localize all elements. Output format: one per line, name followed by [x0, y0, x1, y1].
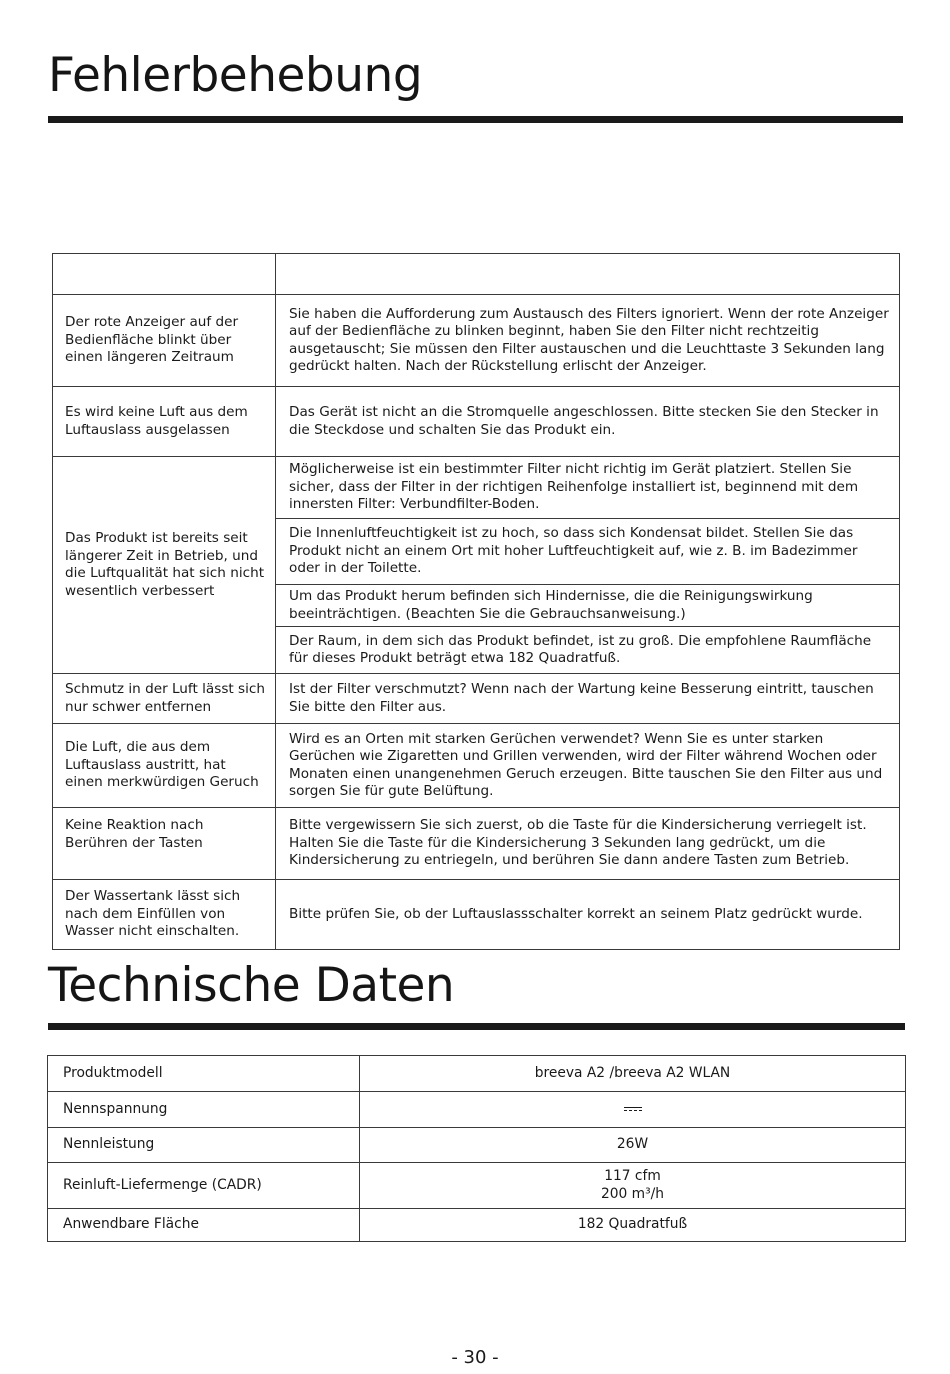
spec-label: Nennleistung [48, 1128, 360, 1163]
problem-cell: Der rote Anzeiger auf der Bedienfläche blinkt über einen längeren Zeitraum [53, 295, 276, 387]
spec-label: Reinluft-Liefermenge (CADR) [48, 1163, 360, 1209]
problem-cell: Die Luft, die aus dem Luftauslass austritt, hat einen merkwürdigen Geruch [53, 724, 276, 808]
table-row [53, 808, 900, 880]
spec-value: 26W [360, 1128, 906, 1163]
problem-cell: Keine Reaktion nach Berühren der Tasten [53, 808, 276, 880]
spec-value-line: 117 cfm [604, 1168, 661, 1184]
troubleshooting-table [52, 253, 900, 950]
troubleshooting-title: Fehlerbehebung [48, 48, 423, 103]
solution-cell: Wird es an Orten mit starken Gerüchen verwendet? Wenn Sie es unter starken Gerüchen wie Zigaretten und Grillen verwenden, wird der Filter während Wochen oder Monaten einen unangenehmen Geruch erzeugen. Bitte tauschen Sie den Filter aus und sorgen Sie für gute Belüftung. [276, 724, 900, 808]
solution-cell: Der Raum, in dem sich das Produkt befindet, ist zu groß. Die empfohlene Raumfläche für dieses Produkt beträgt etwa 182 Quadratfuß. [276, 627, 900, 674]
table-row [53, 295, 900, 387]
table-row [53, 457, 900, 519]
problem-cell: Das Produkt ist bereits seit längerer Zeit in Betrieb, und die Luftqualität hat sich nicht wesentlich verbessert [53, 457, 276, 674]
table-row [48, 1056, 906, 1092]
table-row [53, 880, 900, 950]
solution-cell: Um das Produkt herum befinden sich Hindernisse, die die Reinigungswirkung beeinträchtigen. (Beachten Sie die Gebrauchsanweisung.) [276, 585, 900, 627]
specs-title-rule [48, 1023, 905, 1030]
table-header-row [53, 254, 900, 295]
problem-cell: Der Wassertank lässt sich nach dem Einfüllen von Wasser nicht einschalten. [53, 880, 276, 950]
page-number: - 30 - [451, 1347, 499, 1368]
solution-cell: Ist der Filter verschmutzt? Wenn nach der Wartung keine Besserung eintritt, tauschen Sie bitte den Filter aus. [276, 674, 900, 724]
table-row [53, 674, 900, 724]
spec-value: 182 Quadratfuß [360, 1209, 906, 1242]
solution-cell: Die Innenluftfeuchtigkeit ist zu hoch, so dass sich Kondensat bildet. Stellen Sie das Produkt nicht an einem Ort mit hoher Luftfeuchtigkeit auf, wie z. B. im Badezimmer oder in der Toilette. [276, 519, 900, 585]
spec-value-line: 200 m³/h [600, 1185, 665, 1202]
table-row [48, 1092, 906, 1128]
specs-title: Technische Daten [48, 958, 455, 1013]
table-row [48, 1128, 906, 1163]
solution-cell: Sie haben die Aufforderung zum Austausch des Filters ignoriert. Wenn der rote Anzeiger auf der Bedienfläche zu blinken beginnt, haben Sie den Filter nicht rechtzeitig ausgetauscht; Sie müssen den Filter austauschen und die Leuchttaste 3 Sekunden lang gedrückt halten. Nach der Rückstellung erlischt der Anzeiger. [276, 295, 900, 387]
header-problem [53, 254, 276, 295]
spec-value: breeva A2 /breeva A2 WLAN [360, 1056, 906, 1092]
solution-cell: Möglicherweise ist ein bestimmter Filter nicht richtig im Gerät platziert. Stellen Sie sicher, dass der Filter in der richtigen Reihenfolge installiert ist, beginnend mit dem innersten Filter: Verbundfilter-Boden. [276, 457, 900, 519]
spec-value [360, 1092, 906, 1128]
dc-voltage-symbol-icon [624, 1107, 642, 1112]
table-row [53, 387, 900, 457]
table-row [48, 1163, 906, 1209]
spec-label: Produktmodell [48, 1056, 360, 1092]
problem-cell: Es wird keine Luft aus dem Luftauslass ausgelassen [53, 387, 276, 457]
solution-cell: Bitte vergewissern Sie sich zuerst, ob die Taste für die Kindersicherung verriegelt ist. Halten Sie die Taste für die Kindersicherung 3 Sekunden lang gedrückt, um die Kindersicherung zu entriegeln, und berühren Sie dann andere Tasten zum Betrieb. [276, 808, 900, 880]
title-rule [48, 116, 903, 123]
problem-cell: Schmutz in der Luft lässt sich nur schwer entfernen [53, 674, 276, 724]
specs-table [47, 1055, 906, 1242]
solution-cell: Das Gerät ist nicht an die Stromquelle angeschlossen. Bitte stecken Sie den Stecker in die Steckdose und schalten Sie das Produkt ein. [276, 387, 900, 457]
solution-cell: Bitte prüfen Sie, ob der Luftauslassschalter korrekt an seinem Platz gedrückt wurde. [276, 880, 900, 950]
spec-label: Nennspannung [48, 1092, 360, 1128]
header-solution [276, 254, 900, 295]
spec-value [360, 1163, 906, 1209]
table-row [48, 1209, 906, 1242]
spec-label: Anwendbare Fläche [48, 1209, 360, 1242]
table-row [53, 724, 900, 808]
